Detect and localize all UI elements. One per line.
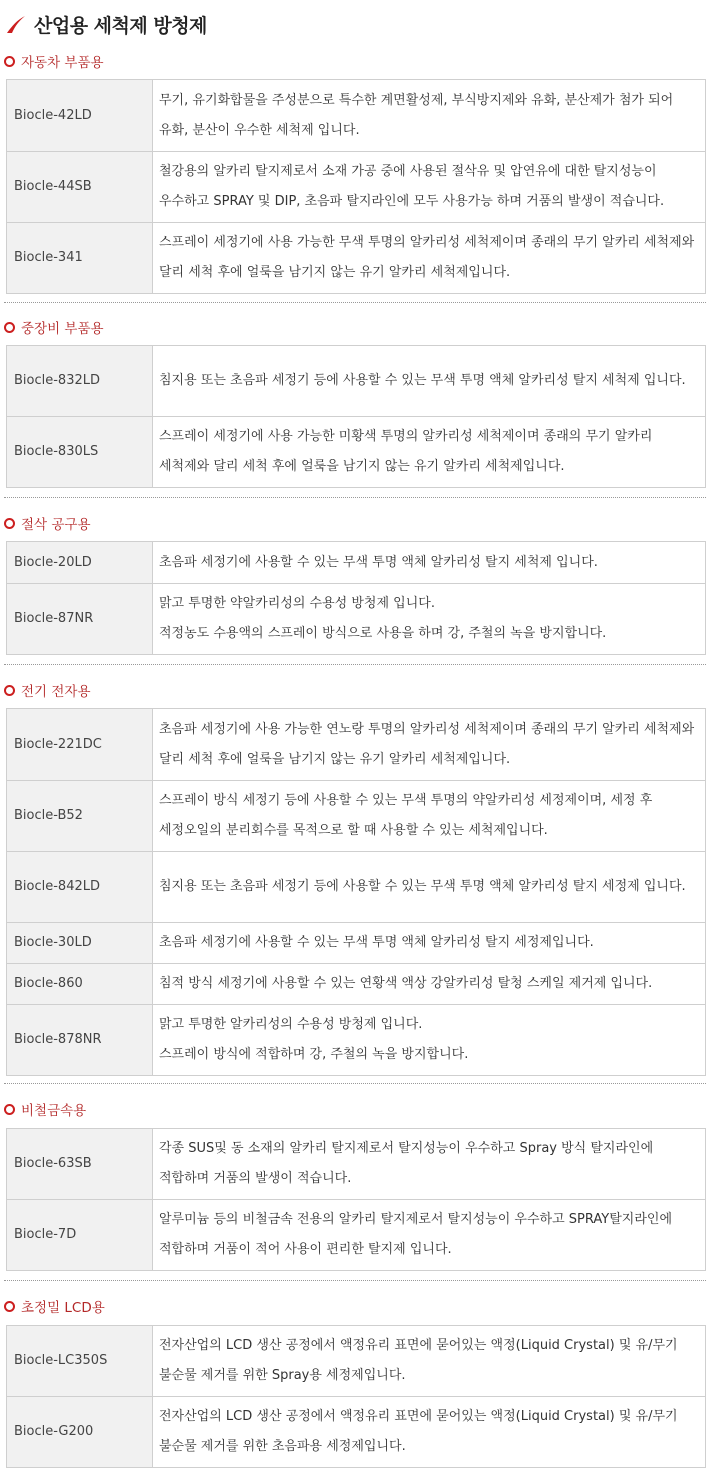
table-row [7,1397,706,1468]
table-row [7,223,706,294]
product-description: 스프레이 세정기에 사용 가능한 미황색 투명의 알카리성 세척제이며 종래의 무기 알카리 세척제와 달리 세척 후에 얼룩을 남기지 않는 유기 알카리 세척제입니다. [153,417,706,488]
circle-bullet-icon [4,322,15,333]
section-divider [4,302,706,303]
section-title: 중장비 부품용 [21,321,104,337]
product-name: Biocle-341 [7,223,153,294]
product-description: 초음파 세정기에 사용 가능한 연노랑 투명의 알카리성 세척제이며 종래의 무기 알카리 세척제와 달리 세척 후에 얼룩을 남기지 않는 유기 알카리 세척제입니다. [153,709,706,781]
product-name: Biocle-30LD [7,923,153,964]
product-description: 맑고 투명한 알카리성의 수용성 방청제 입니다. 스프레이 방식에 적합하며 강, 주철의 녹을 방지합니다. [153,1005,706,1076]
table-row [7,1129,706,1200]
section-nonferrous [0,1100,710,1257]
table-row [7,1005,706,1076]
section-divider [4,1280,706,1281]
table-row [7,781,706,852]
product-name: Biocle-20LD [7,542,153,584]
product-name: Biocle-LC350S [7,1326,153,1397]
section-header [0,52,710,70]
product-table [6,79,706,294]
swoosh-logo-icon [4,12,28,36]
product-description: 알루미늄 등의 비철금속 전용의 알카리 탈지제로서 탈지성능이 우수하고 SPRAY탈지라인에 적합하며 거품이 적어 사용이 편리한 탈지제 입니다. [153,1200,706,1271]
product-name: Biocle-B52 [7,781,153,852]
section-divider [4,497,706,498]
product-table [6,345,706,488]
table-row [7,709,706,781]
product-description: 침적 방식 세정기에 사용할 수 있는 연황색 액상 강알카리성 탈청 스케일 제거제 입니다. [153,964,706,1005]
product-description: 스프레이 방식 세정기 등에 사용할 수 있는 무색 투명의 약알카리성 세정제이며, 세정 후 세정오일의 분리회수를 목적으로 할 때 사용할 수 있는 세척제입니다. [153,781,706,852]
section-cutting-tools [0,514,710,641]
section-heavy-equipment [0,318,710,474]
circle-bullet-icon [4,1104,15,1115]
product-name: Biocle-87NR [7,584,153,655]
section-title: 자동차 부품용 [21,55,104,71]
product-table [6,708,706,1076]
section-title: 절삭 공구용 [21,517,91,533]
product-name: Biocle-42LD [7,80,153,152]
section-header [0,318,710,336]
circle-bullet-icon [4,685,15,696]
table-row [7,1326,706,1397]
page-title-text: 산업용 세척제 방청제 [34,14,207,37]
section-header [0,514,710,532]
page-title [4,8,207,40]
section-header [0,1100,710,1118]
product-description: 초음파 세정기에 사용할 수 있는 무색 투명 액체 알카리성 탈지 세정제입니다. [153,923,706,964]
table-row [7,80,706,152]
product-name: Biocle-7D [7,1200,153,1271]
table-row [7,417,706,488]
product-name: Biocle-860 [7,964,153,1005]
product-name: Biocle-830LS [7,417,153,488]
product-description: 맑고 투명한 약알카리성의 수용성 방청제 입니다. 적정농도 수용액의 스프레이 방식으로 사용을 하며 강, 주철의 녹을 방지합니다. [153,584,706,655]
product-description: 침지용 또는 초음파 세정기 등에 사용할 수 있는 무색 투명 액체 알카리성 탈지 세척제 입니다. [153,346,706,417]
table-row [7,584,706,655]
product-table [6,541,706,655]
section-header [0,681,710,699]
product-description: 전자산업의 LCD 생산 공정에서 액정유리 표면에 묻어있는 액정(Liquid Crystal) 및 유/무기 불순물 제거를 위한 Spray용 세정제입니다. [153,1326,706,1397]
circle-bullet-icon [4,1301,15,1312]
product-description: 철강용의 알카리 탈지제로서 소재 가공 중에 사용된 절삭유 및 압연유에 대한 탈지성능이 우수하고 SPRAY 및 DIP, 초음파 탈지라인에 모두 사용가능 하며 거품의 발생이 적습니다. [153,152,706,223]
section-divider [4,1083,706,1084]
table-row [7,964,706,1005]
product-description: 초음파 세정기에 사용할 수 있는 무색 투명 액체 알카리성 탈지 세척제 입니다. [153,542,706,584]
product-name: Biocle-G200 [7,1397,153,1468]
section-automotive [0,52,710,280]
product-name: Biocle-44SB [7,152,153,223]
product-description: 무기, 유기화합물을 주성분으로 특수한 계면활성제, 부식방지제와 유화, 분산제가 첨가 되어 유화, 분산이 우수한 세척제 입니다. [153,80,706,152]
product-name: Biocle-842LD [7,852,153,923]
section-title: 초정밀 LCD용 [21,1300,105,1316]
product-table [6,1128,706,1271]
product-name: Biocle-221DC [7,709,153,781]
section-title: 비철금속용 [21,1103,87,1119]
section-header [0,1297,710,1315]
product-description: 스프레이 세정기에 사용 가능한 무색 투명의 알카리성 세척제이며 종래의 무기 알카리 세척제와 달리 세척 후에 얼룩을 남기지 않는 유기 알카리 세척제입니다. [153,223,706,294]
product-name: Biocle-63SB [7,1129,153,1200]
section-precision-lcd [0,1297,710,1454]
section-electric-electronic [0,681,710,1062]
circle-bullet-icon [4,518,15,529]
table-row [7,1200,706,1271]
table-row [7,346,706,417]
product-description: 침지용 또는 초음파 세정기 등에 사용할 수 있는 무색 투명 액체 알카리성 탈지 세정제 입니다. [153,852,706,923]
section-divider [4,664,706,665]
product-name: Biocle-878NR [7,1005,153,1076]
product-description: 전자산업의 LCD 생산 공정에서 액정유리 표면에 묻어있는 액정(Liquid Crystal) 및 유/무기 불순물 제거를 위한 초음파용 세정제입니다. [153,1397,706,1468]
product-description: 각종 SUS및 동 소재의 알카리 탈지제로서 탈지성능이 우수하고 Spray 방식 탈지라인에 적합하며 거품의 발생이 적습니다. [153,1129,706,1200]
table-row [7,923,706,964]
product-table [6,1325,706,1468]
table-row [7,852,706,923]
table-row [7,542,706,584]
product-name: Biocle-832LD [7,346,153,417]
circle-bullet-icon [4,56,15,67]
section-title: 전기 전자용 [21,684,91,700]
table-row [7,152,706,223]
